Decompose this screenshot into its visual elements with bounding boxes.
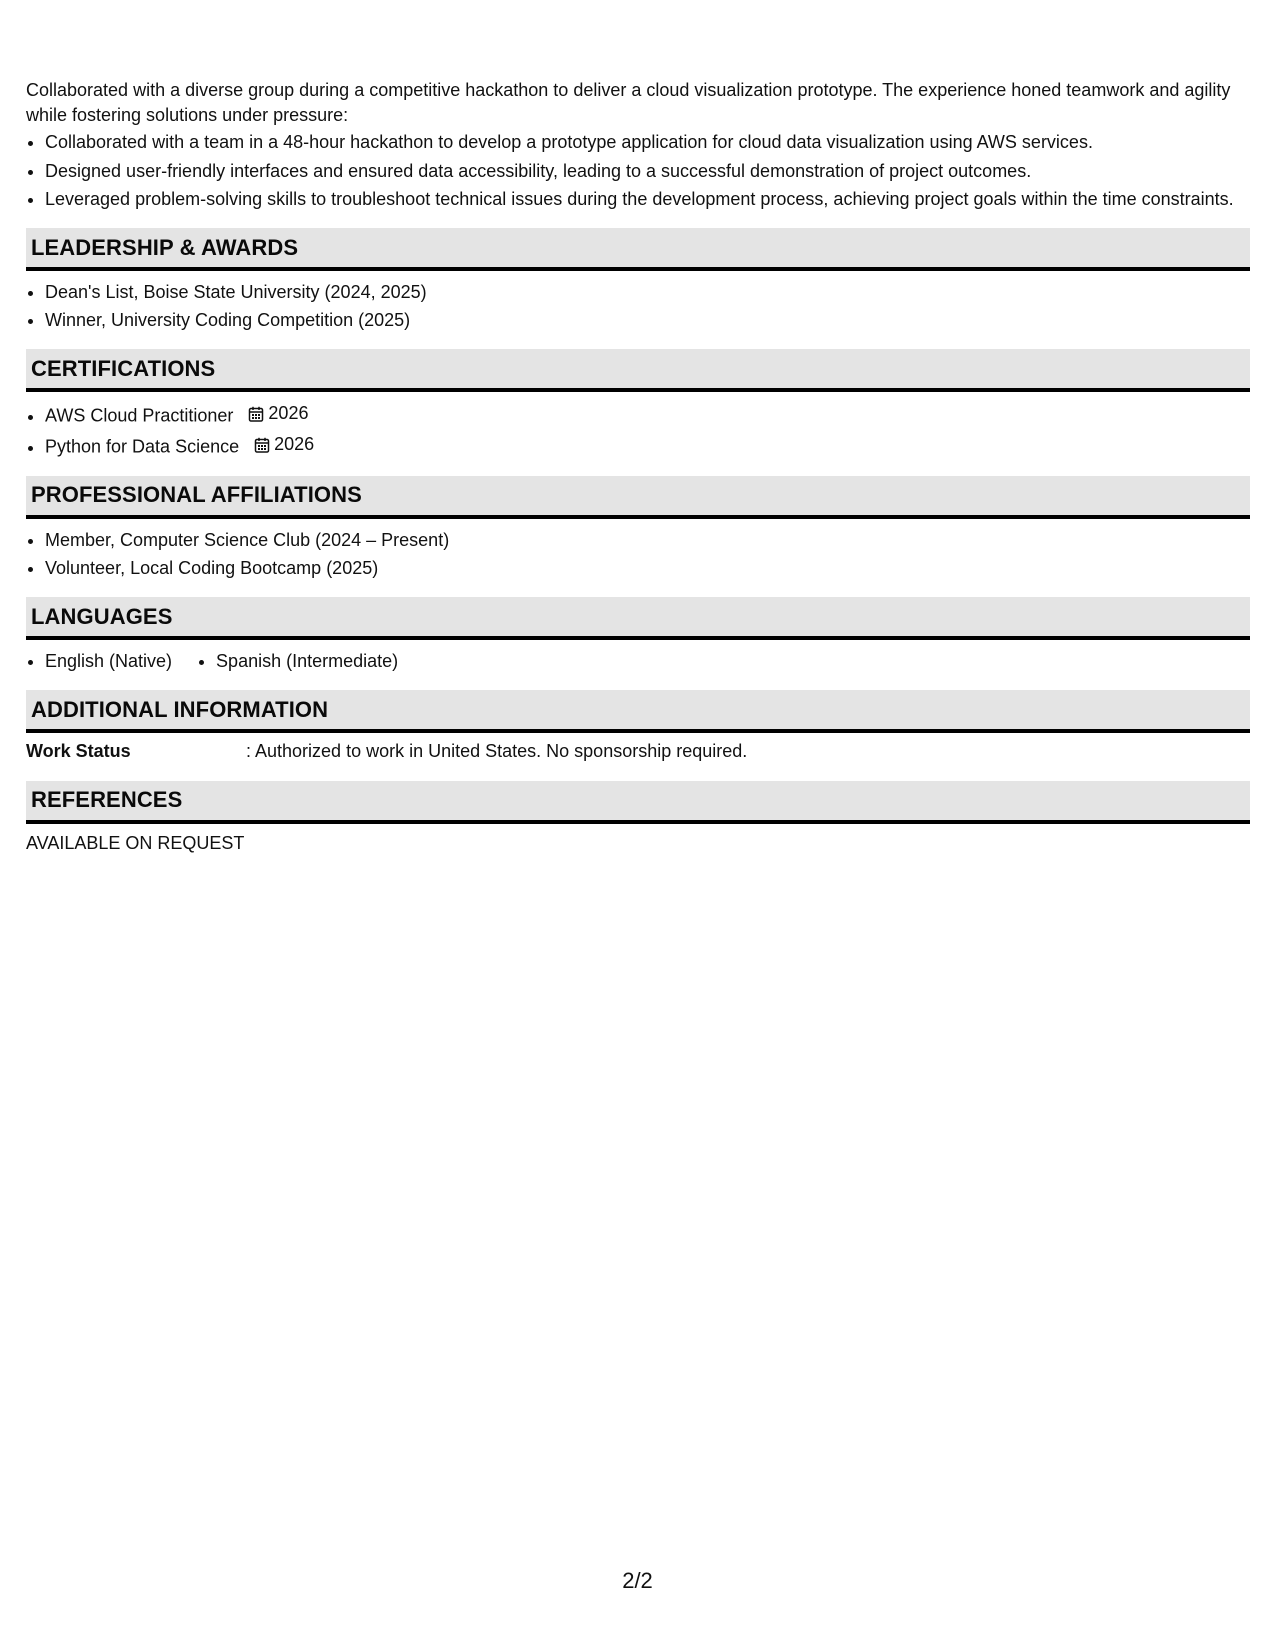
section-title: ADDITIONAL INFORMATION: [31, 697, 329, 723]
certification-name: AWS Cloud Practitioner: [45, 405, 234, 426]
affiliations-list: [26, 528, 1250, 581]
experience-intro: Collaborated with a diverse group during a competitive hackathon to deliver a cloud visualization prototype. The experience honed teamwork and agility while fostering solutions under pressure:: [26, 80, 1231, 126]
resume-page: [26, 78, 1250, 856]
list-item: • Volunteer, Local Coding Bootcamp (2025): [45, 556, 1250, 581]
work-status-row: [26, 739, 1250, 764]
references-text: AVAILABLE ON REQUEST: [26, 832, 245, 853]
section-header-leadership: [26, 228, 1250, 271]
list-item: • English (Native): [45, 649, 172, 674]
list-item: • Member, Computer Science Club (2024 – Present): [45, 528, 1250, 553]
section-header-additional-info: [26, 690, 1250, 733]
section-header-references: [26, 781, 1250, 824]
list-item: [45, 432, 1250, 460]
experience-continuation: [26, 78, 1250, 212]
work-status-label: Work Status: [26, 741, 131, 762]
list-item: • Dean's List, Boise State University (2024, 2025): [45, 280, 1250, 305]
leadership-list: [26, 280, 1250, 333]
certification-year: 2026: [274, 434, 315, 455]
section-header-languages: [26, 597, 1250, 640]
certification-date: [254, 432, 314, 457]
section-title: LANGUAGES: [31, 603, 173, 629]
work-status-value: : Authorized to work in United States. No sponsorship required.: [246, 741, 748, 762]
list-item: • Designed user-friendly interfaces and ensured data accessibility, leading to a successful demonstration of project outcomes.: [45, 159, 1250, 184]
list-item: • Spanish (Intermediate): [216, 649, 398, 674]
section-header-affiliations: [26, 476, 1250, 519]
list-item: • Collaborated with a team in a 48-hour hackathon to develop a prototype application for cloud data visualization using AWS services.: [45, 130, 1250, 155]
section-header-certifications: [26, 349, 1250, 392]
list-item: • Leveraged problem-solving skills to troubleshoot technical issues during the development process, achieving project goals within the time constraints.: [45, 187, 1250, 212]
section-title: REFERENCES: [31, 787, 183, 813]
list-item: [45, 401, 1250, 429]
languages-list: [26, 649, 1250, 674]
certifications-list: [26, 401, 1250, 460]
certification-year: 2026: [268, 403, 309, 424]
list-item: • Winner, University Coding Competition (2025): [45, 308, 1250, 333]
section-title: LEADERSHIP & AWARDS: [31, 234, 299, 260]
certification-date: [248, 401, 308, 426]
section-title: CERTIFICATIONS: [31, 355, 216, 381]
calendar-icon: [248, 406, 264, 422]
certification-name: Python for Data Science: [45, 436, 240, 457]
calendar-icon: [254, 437, 270, 453]
experience-bullet-list: [26, 130, 1250, 212]
section-title: PROFESSIONAL AFFILIATIONS: [31, 482, 362, 508]
page-number: 2/2: [622, 1568, 653, 1593]
